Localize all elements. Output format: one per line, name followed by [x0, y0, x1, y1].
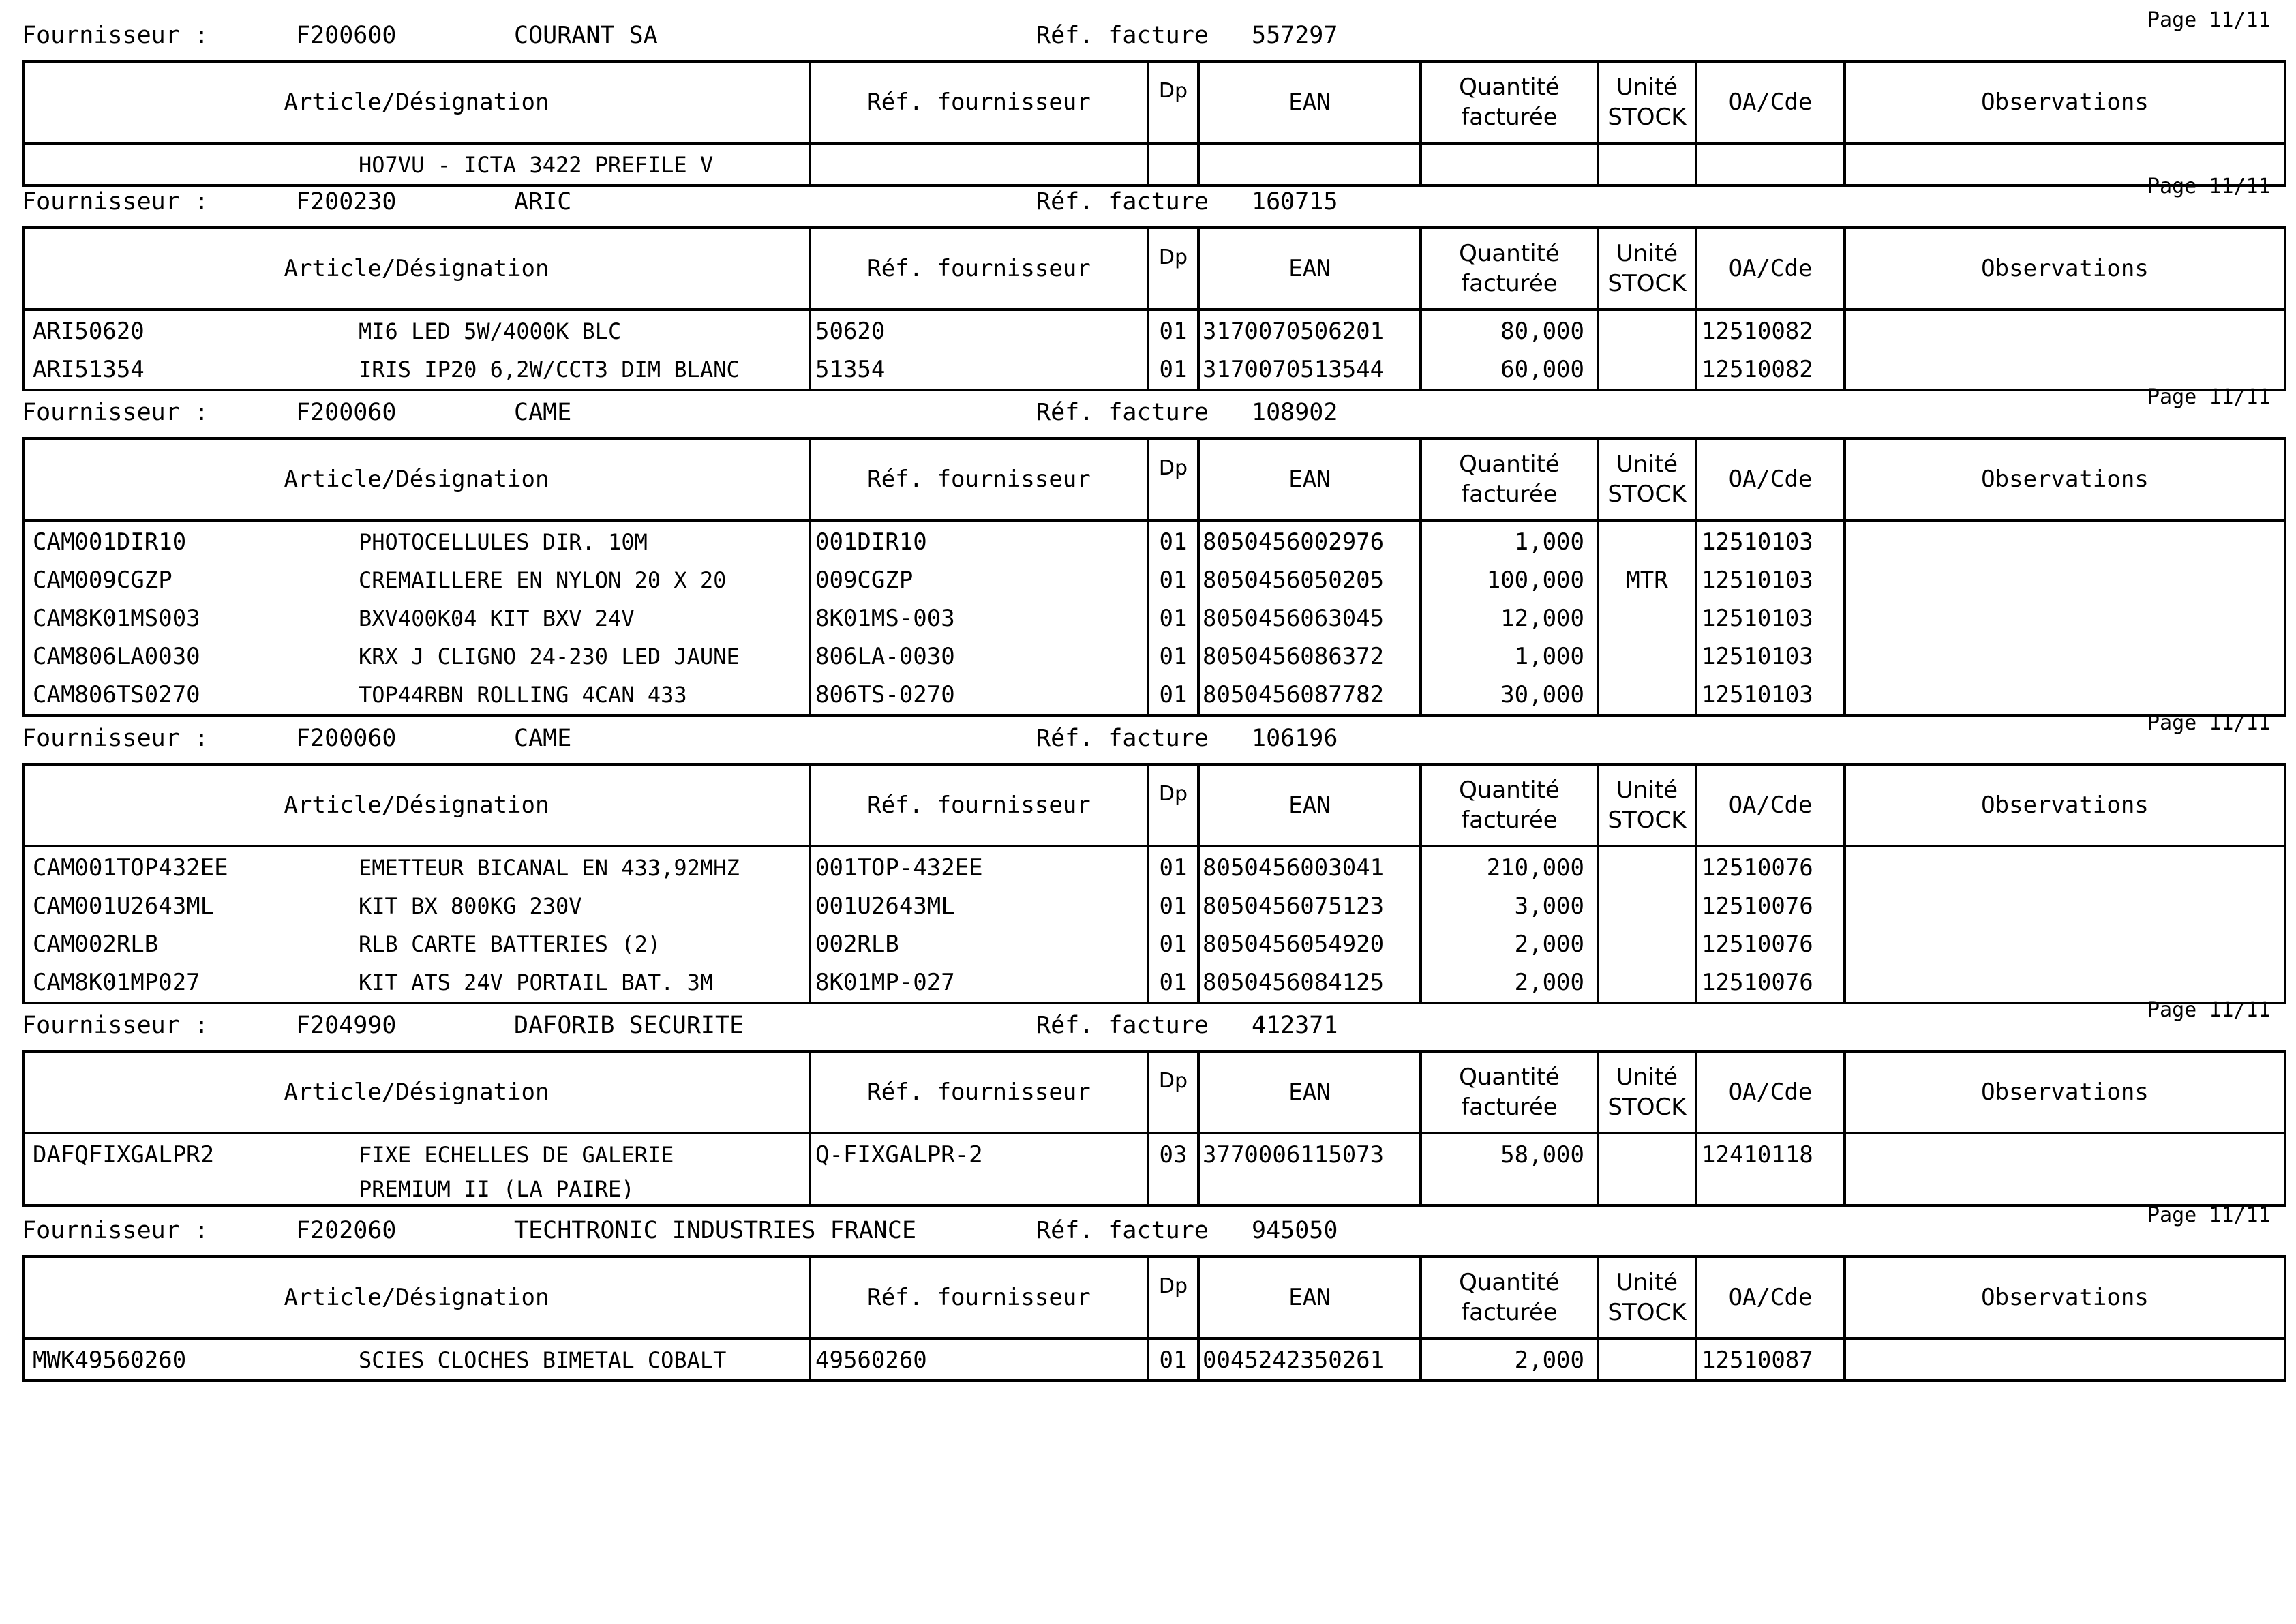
article-designation: TOP44RBN ROLLING 4CAN 433	[359, 682, 687, 708]
header-unite	[1598, 438, 1696, 520]
oa-cell: 12510103	[1696, 676, 1845, 715]
header-oa: OA/Cde	[1696, 61, 1845, 143]
header-row	[23, 1051, 2285, 1133]
table-row	[23, 561, 2285, 599]
article-code: DAFQFIXGALPR2	[33, 1141, 215, 1169]
dp-cell: 01	[1148, 925, 1198, 963]
article-cell	[23, 599, 810, 637]
table-header	[23, 764, 2285, 846]
ean-cell: 8050456002976	[1198, 520, 1421, 561]
supplier-name: TECHTRONIC INDUSTRIES FRANCE	[514, 1217, 917, 1244]
supplier-name: ARIC	[514, 188, 572, 215]
ref-fournisseur-cell: Q-FIXGALPR-2	[810, 1133, 1148, 1174]
header-oa: OA/Cde	[1696, 438, 1845, 520]
header-quantite	[1421, 1051, 1598, 1133]
supplier-code: F204990	[296, 1012, 397, 1039]
ref-fournisseur-cell: 806TS-0270	[810, 676, 1148, 715]
table-row	[23, 887, 2285, 925]
header-oa: OA/Cde	[1696, 764, 1845, 846]
supplier-name: CAME	[514, 399, 572, 426]
invoice-table	[22, 763, 2286, 1004]
article-code: CAM001DIR10	[33, 528, 187, 556]
header-unite-line1: Unité	[1616, 1064, 1678, 1091]
page-number: Page 11/11	[2147, 8, 2271, 32]
ref-fournisseur-cell: 001TOP-432EE	[810, 846, 1148, 887]
article-designation: PHOTOCELLULES DIR. 10M	[359, 529, 648, 555]
observations-cell	[1845, 599, 2285, 637]
oa-cell: 12510082	[1696, 310, 1845, 350]
page-number: Page 11/11	[2147, 998, 2271, 1022]
oa-cell: 12510082	[1696, 350, 1845, 390]
oa-cell: 12510076	[1696, 963, 1845, 1003]
header-ean: EAN	[1198, 438, 1421, 520]
article-cell	[23, 887, 810, 925]
dp-cell: 01	[1148, 963, 1198, 1003]
section-header	[0, 703, 2296, 764]
unit-cell	[1598, 925, 1696, 963]
ean-cell: 8050456086372	[1198, 637, 1421, 676]
header-unite	[1598, 1051, 1696, 1133]
header-article: Article/Désignation	[23, 764, 810, 846]
article-code: ARI51354	[33, 356, 145, 383]
header-ref-fournisseur: Réf. fournisseur	[810, 764, 1148, 846]
quantity-cell: 210,000	[1421, 846, 1598, 887]
unit-cell	[1598, 887, 1696, 925]
section-header	[0, 990, 2296, 1051]
article-code: MWK49560260	[33, 1347, 187, 1374]
header-quantite-line1: Quantité	[1459, 74, 1560, 101]
table-row	[23, 637, 2285, 676]
ref-fournisseur-cell: 002RLB	[810, 925, 1148, 963]
header-row	[23, 438, 2285, 520]
dp-cell: 01	[1148, 350, 1198, 390]
header-quantite-line1: Quantité	[1459, 240, 1560, 267]
supplier-code: F202060	[296, 1217, 397, 1244]
oa-cell: 12510076	[1696, 887, 1845, 925]
article-code: CAM009CGZP	[33, 567, 172, 594]
quantity-cell: 1,000	[1421, 637, 1598, 676]
unit-cell	[1598, 1338, 1696, 1381]
article-designation: SCIES CLOCHES BIMETAL COBALT	[359, 1347, 727, 1373]
dp-cell: 01	[1148, 561, 1198, 599]
ref-fournisseur-cell: 49560260	[810, 1338, 1148, 1381]
header-row	[23, 228, 2285, 310]
supplier-code: F200060	[296, 725, 397, 752]
ref-fournisseur-cell: 009CGZP	[810, 561, 1148, 599]
header-quantite-line2: facturée	[1461, 270, 1558, 297]
fournisseur-label: Fournisseur :	[22, 22, 209, 49]
article-cell	[23, 520, 810, 561]
oa-cell: 12510103	[1696, 561, 1845, 599]
header-quantite-line2: facturée	[1461, 481, 1558, 508]
article-designation: KRX J CLIGNO 24-230 LED JAUNE	[359, 644, 740, 670]
ref-fournisseur-cell: 001DIR10	[810, 520, 1148, 561]
unit-cell: MTR	[1598, 561, 1696, 599]
observations-cell	[1845, 520, 2285, 561]
dp-cell: 01	[1148, 599, 1198, 637]
header-ref-fournisseur: Réf. fournisseur	[810, 1051, 1148, 1133]
table-header	[23, 1051, 2285, 1133]
article-designation: BXV400K04 KIT BXV 24V	[359, 605, 635, 631]
dp-cell: 01	[1148, 310, 1198, 350]
quantity-cell: 3,000	[1421, 887, 1598, 925]
ref-fournisseur-cell: 001U2643ML	[810, 887, 1148, 925]
header-unite	[1598, 1257, 1696, 1338]
invoice-table	[22, 226, 2286, 391]
article-code: CAM806LA0030	[33, 643, 200, 670]
invoice-table	[22, 1255, 2286, 1382]
quantity-cell: 100,000	[1421, 561, 1598, 599]
header-dp: Dp	[1148, 1051, 1198, 1133]
supplier-name: COURANT SA	[514, 22, 658, 49]
header-article: Article/Désignation	[23, 438, 810, 520]
ref-fournisseur-cell: 51354	[810, 350, 1148, 390]
header-quantite-line2: facturée	[1461, 1094, 1558, 1121]
article-code: CAM8K01MP027	[33, 969, 200, 996]
header-row	[23, 1257, 2285, 1338]
header-ref-fournisseur: Réf. fournisseur	[810, 61, 1148, 143]
header-oa: OA/Cde	[1696, 228, 1845, 310]
article-code: CAM8K01MS003	[33, 605, 200, 632]
header-dp: Dp	[1148, 764, 1198, 846]
article-designation: EMETTEUR BICANAL EN 433,92MHZ	[359, 855, 740, 881]
header-quantite-line1: Quantité	[1459, 1269, 1560, 1296]
unit-cell	[1598, 520, 1696, 561]
observations-cell	[1845, 1338, 2285, 1381]
section-header	[0, 1195, 2296, 1257]
ean-cell: 8050456003041	[1198, 846, 1421, 887]
observations-cell	[1845, 846, 2285, 887]
observations-cell	[1845, 310, 2285, 350]
header-article: Article/Désignation	[23, 61, 810, 143]
table-body	[23, 1338, 2285, 1381]
header-unite-line1: Unité	[1616, 1269, 1678, 1296]
supplier-code: F200230	[296, 188, 397, 215]
header-ref-fournisseur: Réf. fournisseur	[810, 228, 1148, 310]
ean-cell: 8050456075123	[1198, 887, 1421, 925]
observations-cell	[1845, 887, 2285, 925]
ref-fournisseur-cell: 8K01MP-027	[810, 963, 1148, 1003]
header-ean: EAN	[1198, 228, 1421, 310]
section-header	[0, 0, 2296, 61]
page-number: Page 11/11	[2147, 385, 2271, 409]
ean-cell: 0045242350261	[1198, 1338, 1421, 1381]
ref-facture-value: 557297	[1252, 22, 1338, 49]
table-row	[23, 925, 2285, 963]
ref-facture-value: 160715	[1252, 188, 1338, 215]
article-code: ARI50620	[33, 318, 145, 345]
header-ref-fournisseur: Réf. fournisseur	[810, 438, 1148, 520]
oa-cell: 12410118	[1696, 1133, 1845, 1174]
article-designation: KIT BX 800KG 230V	[359, 893, 582, 919]
article-cell	[23, 561, 810, 599]
quantity-cell: 80,000	[1421, 310, 1598, 350]
article-designation: HO7VU - ICTA 3422 PREFILE V	[359, 152, 714, 178]
header-unite	[1598, 61, 1696, 143]
quantity-cell: 2,000	[1421, 925, 1598, 963]
header-quantite-line1: Quantité	[1459, 1064, 1560, 1091]
header-quantite	[1421, 228, 1598, 310]
unit-cell	[1598, 1133, 1696, 1174]
dp-cell: 01	[1148, 846, 1198, 887]
quantity-cell: 30,000	[1421, 676, 1598, 715]
quantity-cell: 2,000	[1421, 963, 1598, 1003]
supplier-section	[0, 0, 2296, 178]
supplier-section	[0, 377, 2296, 708]
article-cell	[23, 1133, 810, 1174]
header-observations: Observations	[1845, 1257, 2285, 1338]
supplier-section	[0, 1195, 2296, 1374]
article-code: CAM002RLB	[33, 931, 159, 958]
dp-cell: 01	[1148, 520, 1198, 561]
header-dp: Dp	[1148, 1257, 1198, 1338]
table-row	[23, 1338, 2285, 1381]
quantity-cell: 1,000	[1421, 520, 1598, 561]
oa-cell: 12510076	[1696, 846, 1845, 887]
article-cell	[23, 310, 810, 350]
header-observations: Observations	[1845, 438, 2285, 520]
header-unite-line2: STOCK	[1607, 1094, 1687, 1121]
header-ean: EAN	[1198, 1257, 1421, 1338]
ref-facture-value: 945050	[1252, 1217, 1338, 1244]
header-unite	[1598, 228, 1696, 310]
supplier-section	[0, 703, 2296, 996]
table-header	[23, 61, 2285, 143]
unit-cell	[1598, 637, 1696, 676]
ref-facture-value: 412371	[1252, 1012, 1338, 1039]
header-ean: EAN	[1198, 764, 1421, 846]
table-row	[23, 846, 2285, 887]
dp-cell: 01	[1148, 676, 1198, 715]
header-unite-line2: STOCK	[1607, 807, 1687, 834]
quantity-cell: 58,000	[1421, 1133, 1598, 1174]
article-designation: FIXE ECHELLES DE GALERIE	[359, 1142, 674, 1168]
invoice-table	[22, 437, 2286, 717]
ean-cell: 8050456084125	[1198, 963, 1421, 1003]
article-designation-line2: PREMIUM II (LA PAIRE)	[359, 1176, 635, 1202]
dp-cell: 01	[1148, 1338, 1198, 1381]
supplier-code: F200600	[296, 22, 397, 49]
table-body	[23, 846, 2285, 1003]
page-number: Page 11/11	[2147, 1203, 2271, 1227]
unit-cell	[1598, 846, 1696, 887]
header-row	[23, 764, 2285, 846]
header-unite	[1598, 764, 1696, 846]
header-unite-line1: Unité	[1616, 74, 1678, 101]
ean-cell: 3170070506201	[1198, 310, 1421, 350]
table-row	[23, 310, 2285, 350]
header-oa: OA/Cde	[1696, 1051, 1845, 1133]
oa-cell: 12510103	[1696, 599, 1845, 637]
oa-cell: 12510087	[1696, 1338, 1845, 1381]
header-observations: Observations	[1845, 61, 2285, 143]
ref-facture-label: Réf. facture	[1036, 1217, 1209, 1244]
observations-cell	[1845, 561, 2285, 599]
quantity-cell: 2,000	[1421, 1338, 1598, 1381]
unit-cell	[1598, 599, 1696, 637]
header-row	[23, 61, 2285, 143]
ean-cell: 8050456054920	[1198, 925, 1421, 963]
ref-facture-label: Réf. facture	[1036, 22, 1209, 49]
article-designation: CREMAILLERE EN NYLON 20 X 20	[359, 567, 727, 593]
invoice-table	[22, 1050, 2286, 1207]
header-observations: Observations	[1845, 228, 2285, 310]
fournisseur-label: Fournisseur :	[22, 188, 209, 215]
header-oa: OA/Cde	[1696, 1257, 1845, 1338]
unit-cell	[1598, 310, 1696, 350]
article-designation: KIT ATS 24V PORTAIL BAT. 3M	[359, 969, 714, 995]
ref-fournisseur-cell: 8K01MS-003	[810, 599, 1148, 637]
supplier-section	[0, 990, 2296, 1202]
ref-facture-label: Réf. facture	[1036, 725, 1209, 752]
fournisseur-label: Fournisseur :	[22, 725, 209, 752]
section-header	[0, 377, 2296, 438]
header-unite-line2: STOCK	[1607, 270, 1687, 297]
header-unite-line1: Unité	[1616, 240, 1678, 267]
header-quantite	[1421, 764, 1598, 846]
ean-cell: 8050456063045	[1198, 599, 1421, 637]
header-article: Article/Désignation	[23, 228, 810, 310]
header-quantite-line2: facturée	[1461, 807, 1558, 834]
quantity-cell: 12,000	[1421, 599, 1598, 637]
ean-cell: 3170070513544	[1198, 350, 1421, 390]
ref-facture-value: 108902	[1252, 399, 1338, 426]
ref-facture-label: Réf. facture	[1036, 1012, 1209, 1039]
header-unite-line1: Unité	[1616, 451, 1678, 478]
header-dp: Dp	[1148, 438, 1198, 520]
table-header	[23, 438, 2285, 520]
oa-cell: 12510103	[1696, 637, 1845, 676]
section-header	[0, 166, 2296, 228]
header-quantite-line2: facturée	[1461, 1299, 1558, 1326]
article-cell	[23, 637, 810, 676]
table-row	[23, 599, 2285, 637]
header-quantite	[1421, 1257, 1598, 1338]
quantity-cell: 60,000	[1421, 350, 1598, 390]
header-dp: Dp	[1148, 61, 1198, 143]
ref-facture-label: Réf. facture	[1036, 399, 1209, 426]
article-designation: IRIS IP20 6,2W/CCT3 DIM BLANC	[359, 357, 740, 382]
article-cell	[23, 846, 810, 887]
header-unite-line2: STOCK	[1607, 104, 1687, 131]
ref-facture-value: 106196	[1252, 725, 1338, 752]
header-quantite	[1421, 438, 1598, 520]
fournisseur-label: Fournisseur :	[22, 399, 209, 426]
page-number: Page 11/11	[2147, 175, 2271, 198]
ean-cell: 8050456087782	[1198, 676, 1421, 715]
article-cell	[23, 925, 810, 963]
table-row	[23, 1133, 2285, 1174]
ean-cell: 3770006115073	[1198, 1133, 1421, 1174]
header-quantite-line1: Quantité	[1459, 777, 1560, 804]
header-observations: Observations	[1845, 764, 2285, 846]
supplier-section	[0, 166, 2296, 383]
ean-cell: 8050456050205	[1198, 561, 1421, 599]
ref-fournisseur-cell: 806LA-0030	[810, 637, 1148, 676]
article-code: CAM001U2643ML	[33, 892, 215, 920]
ref-fournisseur-cell: 50620	[810, 310, 1148, 350]
article-designation: MI6 LED 5W/4000K BLC	[359, 318, 622, 344]
header-quantite	[1421, 61, 1598, 143]
header-unite-line1: Unité	[1616, 777, 1678, 804]
article-cell	[23, 1338, 810, 1381]
header-unite-line2: STOCK	[1607, 481, 1687, 508]
article-code: CAM806TS0270	[33, 681, 200, 708]
fournisseur-label: Fournisseur :	[22, 1217, 209, 1244]
supplier-name: CAME	[514, 725, 572, 752]
ref-facture-label: Réf. facture	[1036, 188, 1209, 215]
table-row	[23, 520, 2285, 561]
observations-cell	[1845, 1133, 2285, 1174]
fournisseur-label: Fournisseur :	[22, 1012, 209, 1039]
header-unite-line2: STOCK	[1607, 1299, 1687, 1326]
dp-cell: 01	[1148, 637, 1198, 676]
article-code: CAM001TOP432EE	[33, 854, 228, 882]
oa-cell: 12510103	[1696, 520, 1845, 561]
observations-cell	[1845, 925, 2285, 963]
table-body	[23, 520, 2285, 715]
table-header	[23, 228, 2285, 310]
header-quantite-line2: facturée	[1461, 104, 1558, 131]
observations-cell	[1845, 637, 2285, 676]
header-quantite-line1: Quantité	[1459, 451, 1560, 478]
supplier-name: DAFORIB SECURITE	[514, 1012, 744, 1039]
page-number: Page 11/11	[2147, 711, 2271, 735]
header-article: Article/Désignation	[23, 1051, 810, 1133]
dp-cell: 01	[1148, 887, 1198, 925]
header-article: Article/Désignation	[23, 1257, 810, 1338]
header-ean: EAN	[1198, 1051, 1421, 1133]
header-ref-fournisseur: Réf. fournisseur	[810, 1257, 1148, 1338]
article-designation: RLB CARTE BATTERIES (2)	[359, 931, 661, 957]
table-header	[23, 1257, 2285, 1338]
header-ean: EAN	[1198, 61, 1421, 143]
header-dp: Dp	[1148, 228, 1198, 310]
dp-cell: 03	[1148, 1133, 1198, 1174]
supplier-code: F200060	[296, 399, 397, 426]
oa-cell: 12510076	[1696, 925, 1845, 963]
header-observations: Observations	[1845, 1051, 2285, 1133]
